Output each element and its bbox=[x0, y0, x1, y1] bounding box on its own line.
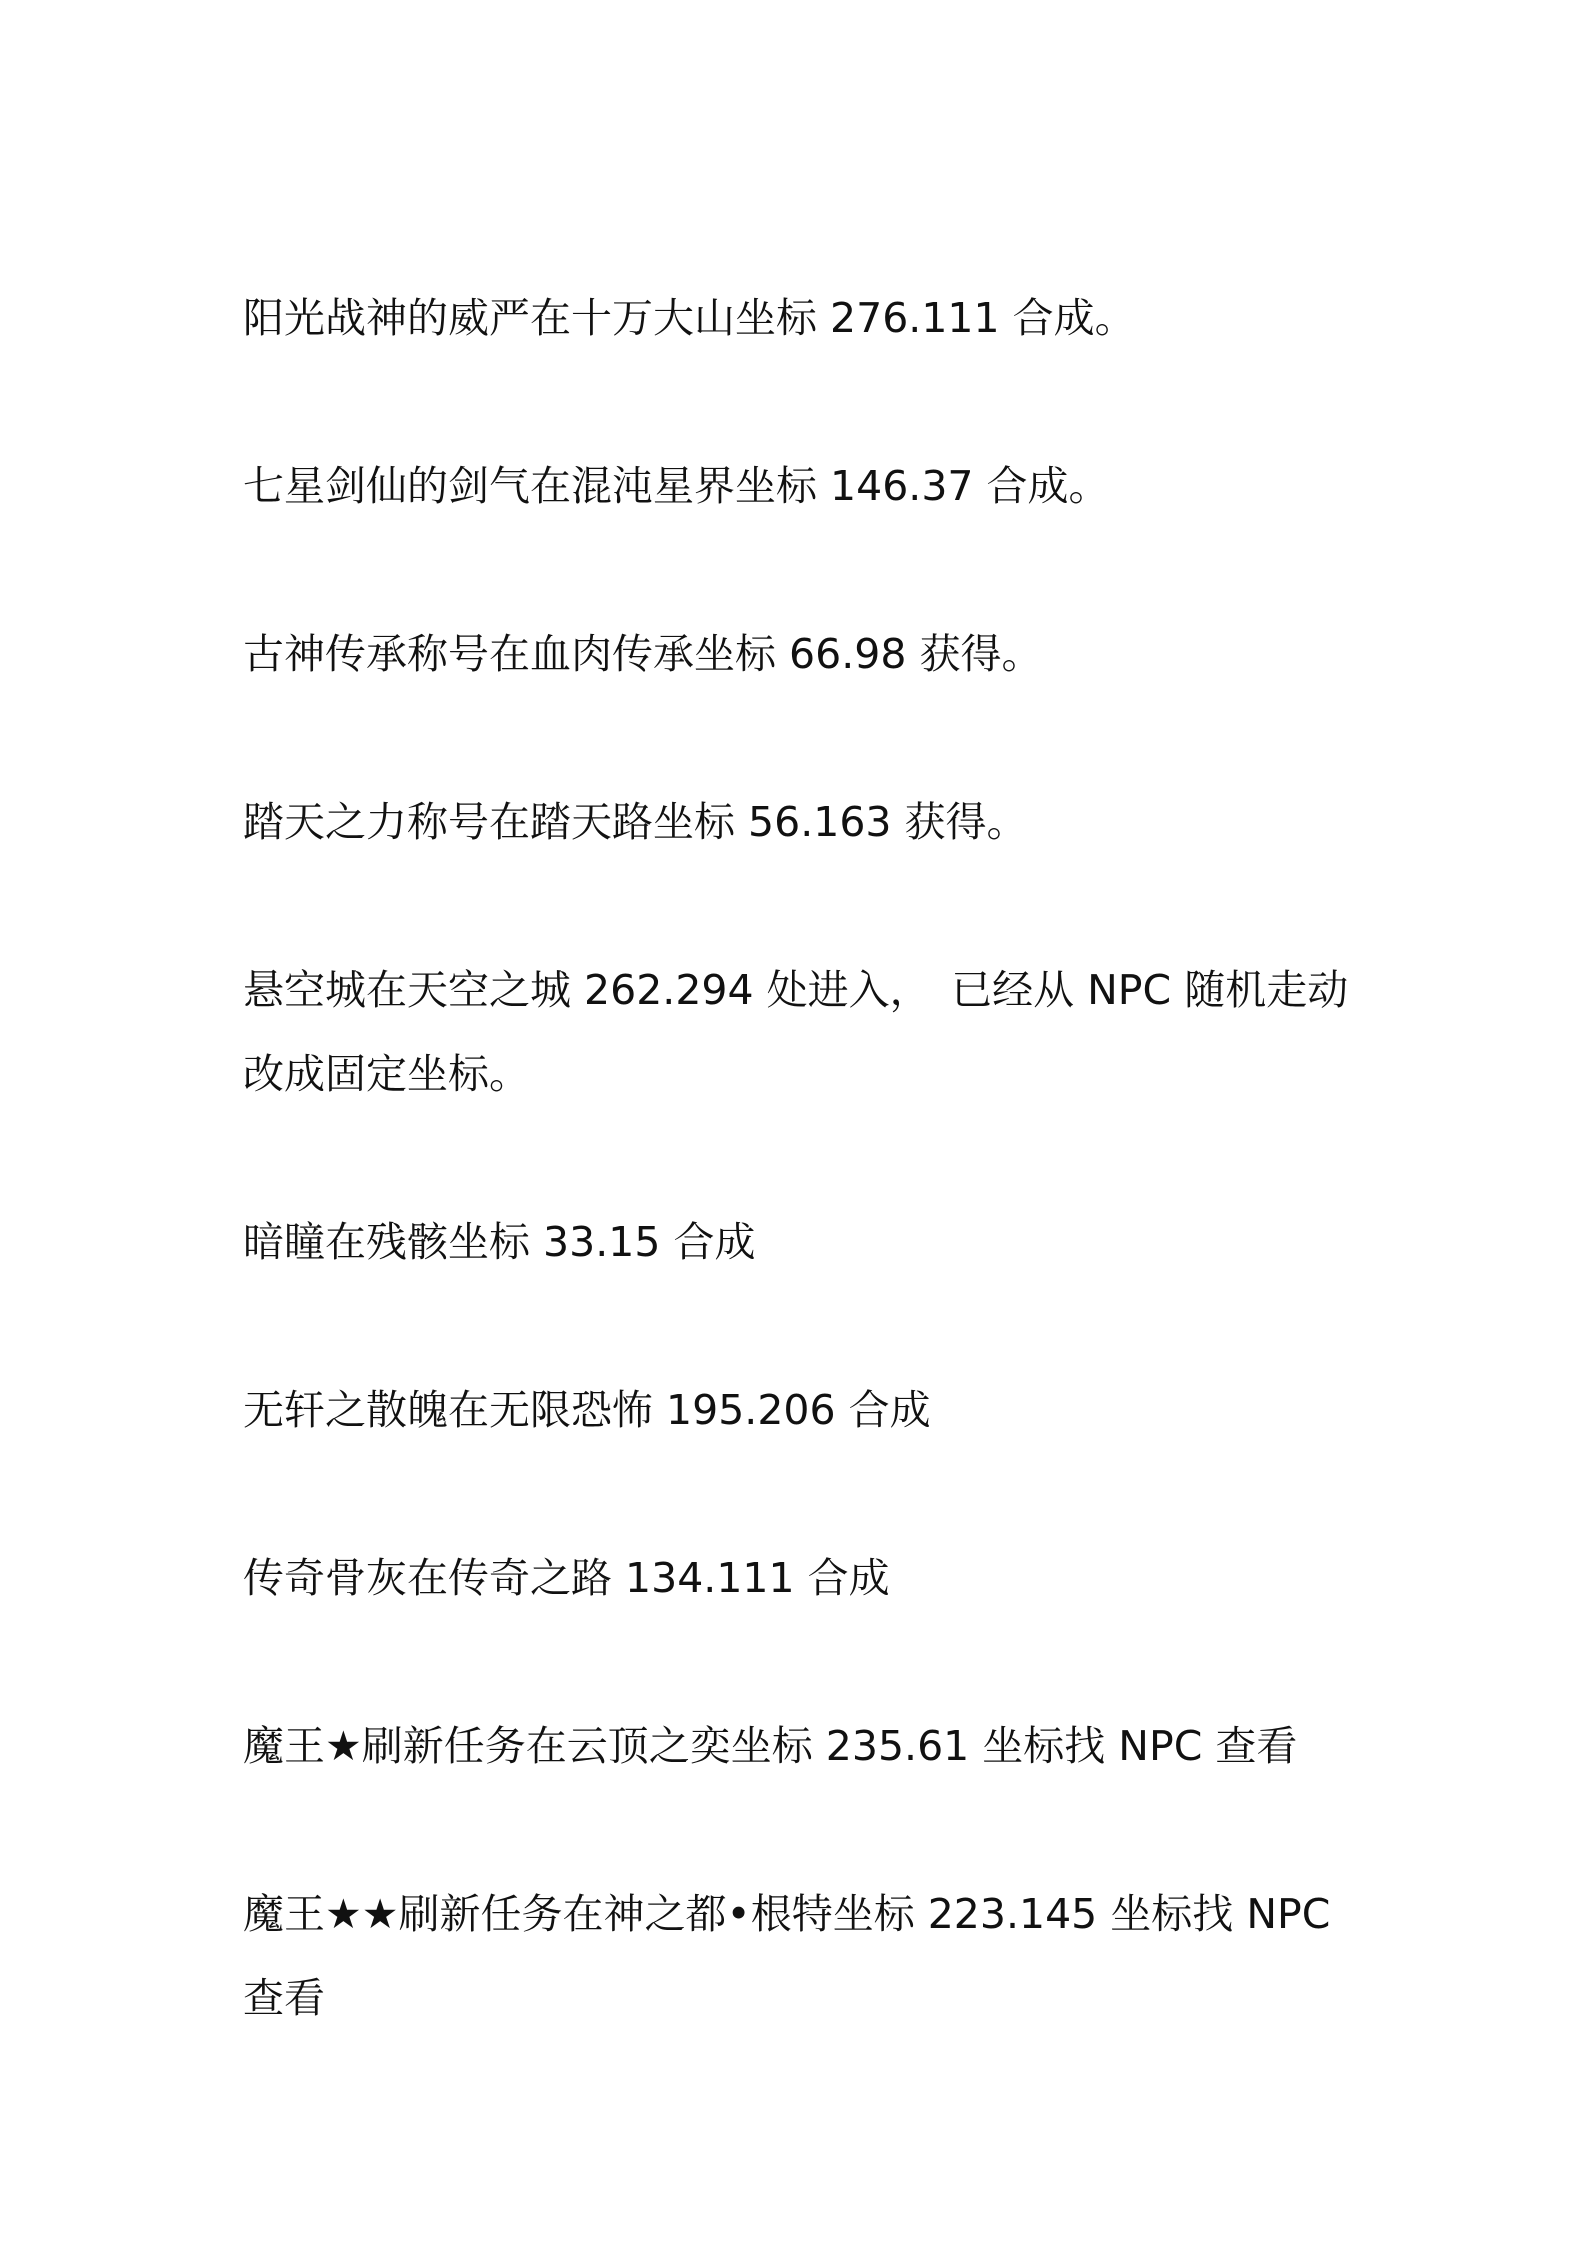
paragraph-5: 悬空城在天空之城 262.294 处进入， 已经从 NPC 随机走动改成固定坐标。 bbox=[243, 966, 1349, 1098]
paragraph-2: 七星剑仙的剑气在混沌星界坐标 146.37 合成。 bbox=[243, 462, 1110, 510]
paragraph-6: 暗瞳在残骸坐标 33.15 合成 bbox=[243, 1218, 756, 1266]
paragraph-1: 阳光战神的威严在十万大山坐标 276.111 合成。 bbox=[243, 294, 1136, 342]
paragraph-7: 无轩之散魄在无限恐怖 195.206 合成 bbox=[243, 1386, 931, 1434]
paragraph-9: 魔王★刷新任务在云顶之奕坐标 235.61 坐标找 NPC 查看 bbox=[243, 1722, 1298, 1770]
paragraph-10: 魔王★★刷新任务在神之都•根特坐标 223.145 坐标找 NPC 查看 bbox=[243, 1890, 1331, 2022]
paragraph-3: 古神传承称号在血肉传承坐标 66.98 获得。 bbox=[243, 630, 1043, 678]
paragraph-8: 传奇骨灰在传奇之路 134.111 合成 bbox=[243, 1554, 890, 1602]
paragraph-4: 踏天之力称号在踏天路坐标 56.163 获得。 bbox=[243, 798, 1028, 846]
